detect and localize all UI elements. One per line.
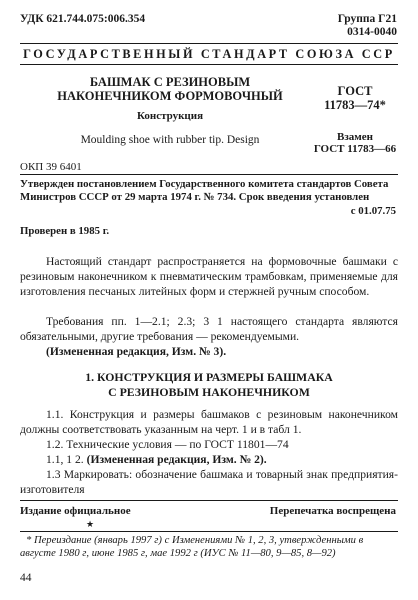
- official-edition: Издание официальное: [20, 505, 131, 517]
- group-code: Группа Г21: [337, 13, 397, 25]
- clause-1-3: 1.3 Маркировать: обозначение башмака и товарный знак предприятия-изготовителя: [20, 468, 398, 496]
- intro-paragraph: Настоящий стандарт распространяется на формовочные башмаки с резиновым наконечником к пневматическим трамбовкам, применяемые для изготовления песчаных литейных форм и стержней ручным способом.: [20, 255, 398, 298]
- header-rule-top: [20, 43, 398, 44]
- reprint-prohibited: Перепечатка воспрещена: [269, 505, 396, 517]
- clause-amendment-2-note: (Измененная редакция, Изм. № 2).: [86, 453, 267, 466]
- section-heading-line-2: С РЕЗИНОВЫМ НАКОНЕЧНИКОМ: [108, 385, 310, 399]
- page-number: 44: [20, 572, 32, 584]
- gost-number: 11783—74*: [324, 98, 386, 112]
- requirements-paragraph: Требования пп. 1—2.1; 2.3; 3 1 настоящего стандарта являются обязательными, другие требования — рекомендуемыми.: [20, 315, 398, 343]
- clause-1-2: 1.2. Технические условия — по ГОСТ 11801—74: [46, 438, 289, 451]
- title-subtitle: Конструкция: [136, 110, 204, 122]
- gost-label: ГОСТ: [337, 84, 373, 98]
- title-line-2: НАКОНЕЧНИКОМ ФОРМОВОЧНЫЙ: [57, 89, 283, 103]
- standard-banner: ГОСУДАРСТВЕННЫЙ СТАНДАРТ СОЮЗА ССР: [23, 47, 395, 61]
- amendment-note-3: (Измененная редакция, Изм. № 3).: [46, 345, 227, 358]
- approval-date: с 01.07.75: [350, 205, 396, 217]
- clause-amendment-2: [46, 452, 267, 467]
- reissue-note: * Переиздание (январь 1997 г) с Изменениями № 1, 2, 3, утвержденными в августе 1980 г, июне 1985 г, мае 1992 г (ИУС № 11—80, 9—85, 8—92): [20, 535, 364, 559]
- footer-rule-top: [20, 500, 398, 501]
- classifier-code: 0314-0040: [347, 26, 397, 38]
- okp-rule: [20, 174, 398, 175]
- replaces-standard: ГОСТ 11783—66: [313, 143, 397, 155]
- okp-code: ОКП 39 6401: [20, 161, 82, 173]
- udk-code: УДК 621.744.075:006.354: [20, 13, 146, 25]
- clause-amendment-2-prefix: 1.1, 1 2.: [46, 453, 84, 466]
- title-line-1: БАШМАК С РЕЗИНОВЫМ: [89, 75, 251, 89]
- section-heading-line-1: 1. КОНСТРУКЦИЯ И РАЗМЕРЫ БАШМАКА: [85, 370, 333, 384]
- header-rule-bottom: [20, 64, 398, 65]
- approval-line-2: Министров СССР от 29 марта 1974 г. № 734. Срок введения установлен: [20, 191, 370, 203]
- star-mark: ★: [86, 519, 95, 529]
- approval-line-1: Утвержден постановлением Государственного комитета стандартов Совета: [20, 178, 389, 190]
- replaces-label: Взамен: [337, 131, 373, 143]
- footer-rule-bottom: [20, 531, 398, 532]
- checked-year: Проверен в 1985 г.: [20, 225, 110, 237]
- title-english: Moulding shoe with rubber tip. Design: [80, 134, 260, 146]
- clause-1-1: 1.1. Конструкция и размеры башмаков с резиновым наконечником должны соответствовать указанным на черт. 1 и в табл 1.: [20, 408, 398, 436]
